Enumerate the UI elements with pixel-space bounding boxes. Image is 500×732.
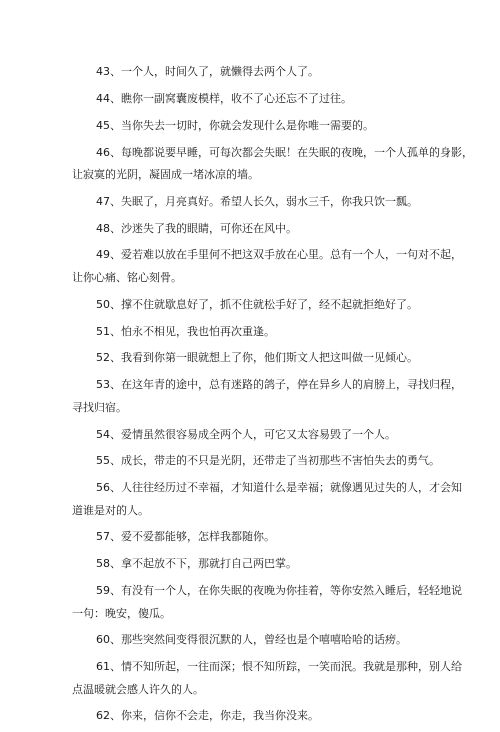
quote-item (72, 656, 462, 701)
quote-number: 51、 (96, 324, 121, 338)
quote-text: 瞧你一副窝囊废模样，收不了心还忘不了过往。 (121, 91, 352, 105)
quote-number: 43、 (96, 65, 121, 78)
quote-number: 59、 (96, 584, 121, 598)
quote-number: 58、 (96, 557, 121, 571)
quote-number: 47、 (96, 194, 121, 208)
quote-number: 52、 (96, 351, 121, 365)
quote-item (72, 321, 432, 343)
quote-number: 56、 (96, 481, 121, 495)
quote-number: 61、 (96, 660, 121, 674)
quote-item (72, 61, 432, 83)
quote-number: 55、 (96, 454, 121, 468)
quote-item (72, 218, 432, 240)
quote-text: 情不知所起，一往而深；恨不知所踪，一笑而泯。我就是那种，别人给 (121, 660, 462, 674)
quote-item (72, 294, 432, 316)
quote-number: 54、 (96, 427, 121, 441)
quote-number: 45、 (96, 118, 121, 132)
quote-number: 57、 (96, 530, 121, 544)
quote-number: 48、 (96, 221, 121, 235)
quote-item (72, 526, 432, 548)
quote-text: 每晚都说要早睡，可每次都会失眠！在失眠的夜晚，一个人孤单的身影， (121, 145, 473, 159)
quote-text-continued: 寻找归宿。 (72, 400, 127, 414)
quote-text: 怕永不相见，我也怕再次重逢。 (121, 324, 275, 338)
quote-text: 失眠了，月亮真好。希望人长久，弱水三千，你我只饮一瓢。 (121, 194, 418, 208)
quote-text: 沙迷失了我的眼睛，可你还在风中。 (121, 221, 297, 235)
quote-item (72, 374, 462, 419)
quote-text: 爱若难以放在手里何不把这双手放在心里。总有一个人，一句对不起， (121, 248, 462, 262)
quote-item (72, 424, 432, 446)
quote-text: 有没有一个人，在你失眠的夜晚为你挂着，等你安然入睡后，轻轻地说 (121, 584, 462, 598)
quote-text: 人往往经历过不幸福，才知道什么是幸福；就像遇见过失的人，才会知 (121, 481, 462, 495)
quote-item (72, 191, 432, 213)
quote-text-continued: 道谁是对的人。 (72, 503, 149, 517)
quote-item (72, 629, 432, 651)
quote-item (72, 142, 473, 187)
quote-text-continued: 一句：晚安，傻瓜。 (72, 606, 171, 620)
quote-list (72, 61, 473, 732)
quote-number: 46、 (96, 145, 121, 159)
quote-text: 爱不爱都能够，怎样我都随你。 (121, 530, 275, 544)
quote-number: 60、 (96, 633, 121, 647)
quote-number: 49、 (96, 248, 121, 262)
quote-number: 62、 (96, 709, 121, 723)
quote-text: 一个人，时间久了，就懒得去两个人了。 (121, 65, 319, 78)
quote-item (72, 88, 432, 110)
quote-text: 在这年青的途中，总有迷路的鸽子，停在异乡人的肩膀上，寻找归程， (121, 378, 462, 392)
quote-text: 成长，带走的不只是光阴，还带走了当初那些不害怕失去的勇气。 (121, 454, 440, 468)
quote-text: 我看到你第一眼就想上了你，他们斯文人把这叫做一见倾心。 (121, 351, 418, 365)
quote-text: 撑不住就歇息好了，抓不住就松手好了，经不起就拒绝好了。 (121, 297, 418, 311)
quote-text: 你来，信你不会走，你走，我当你没来。 (121, 709, 319, 723)
quote-number: 50、 (96, 297, 121, 311)
quote-text: 当你失去一切时，你就会发现什么是你唯一需要的。 (121, 118, 374, 132)
quote-item (72, 580, 462, 625)
quote-number: 53、 (96, 378, 121, 392)
quote-text-continued: 让寂寞的光阴，凝固成一堵冰凉的墙。 (72, 167, 259, 181)
quote-item (72, 347, 432, 369)
quote-item (72, 477, 462, 522)
quote-item (72, 450, 440, 472)
quote-item (72, 553, 432, 575)
quote-text: 爱情虽然很容易成全两个人，可它又太容易毁了一个人。 (121, 427, 396, 441)
quote-text-continued: 点温暖就会感人许久的人。 (72, 682, 204, 696)
quote-item (72, 244, 462, 289)
quote-text-continued: 让你心痛、铭心刻骨。 (72, 270, 182, 284)
quote-item (72, 705, 432, 727)
quote-text: 拿不起放不下，那就打自己两巴掌。 (121, 557, 297, 571)
quote-number: 44、 (96, 91, 121, 105)
quote-item (72, 115, 432, 137)
quote-text: 那些突然间变得很沉默的人，曾经也是个嘻嘻哈哈的话痨。 (121, 633, 407, 647)
